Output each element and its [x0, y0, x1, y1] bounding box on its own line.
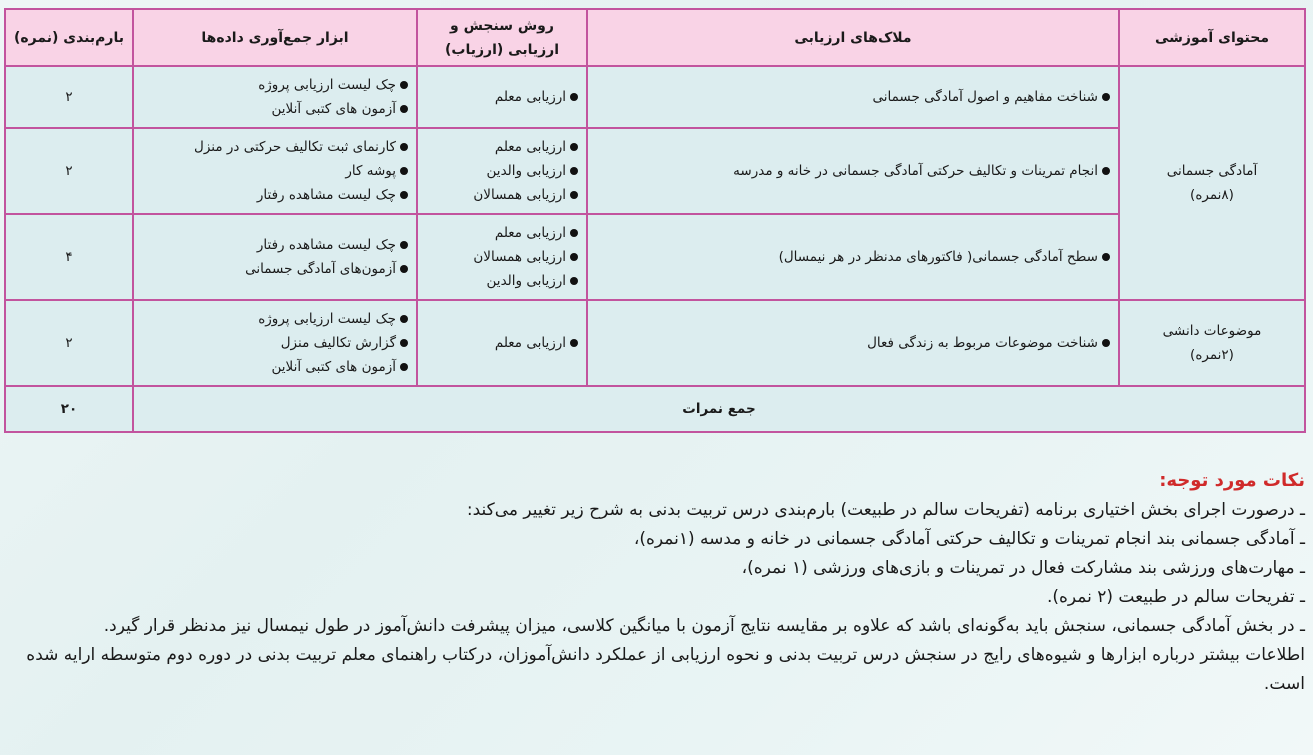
note-line: ـ در بخش آمادگی جسمانی، سنجش باید به‌گونه‌ای باشد که علاوه بر مقایسه نتایج آزمون با میانگین کلاسی، میزان پیشرفت دانش‌آموز در طول نیمسال نیز مدنظر قرار گیرد. — [103, 616, 1305, 636]
method-item: ارزیابی معلم — [426, 85, 578, 109]
note-line: ـ تفریحات سالم در طبیعت (۲ نمره). — [1046, 587, 1305, 607]
header-score: بارم‌بندی (نمره) — [5, 9, 133, 66]
criteria-item: انجام تمرینات و تکالیف حرکتی آمادگی جسمانی در خانه و مدرسه — [596, 159, 1110, 183]
content-score: (۸نمره) — [1190, 187, 1234, 203]
table-row — [5, 214, 1305, 300]
tool-item: آزمون های کتبی آنلاین — [142, 355, 408, 379]
criteria-cell — [587, 300, 1119, 386]
total-row — [5, 386, 1305, 432]
header-method: روش سنجش و ارزیابی (ارزیاب) — [417, 9, 587, 66]
total-value: ۲۰ — [5, 386, 133, 432]
total-label: جمع نمرات — [133, 386, 1305, 432]
tool-item: گزارش تکالیف منزل — [142, 331, 408, 355]
content-cell-physical-fitness — [1119, 66, 1305, 300]
tools-cell — [133, 214, 417, 300]
header-tools: ابزار جمع‌آوری داده‌ها — [133, 9, 417, 66]
tool-item: چک لیست مشاهده رفتار — [142, 233, 408, 257]
table-header-row — [5, 9, 1305, 66]
note-line: ـ مهارت‌های ورزشی بند مشارکت فعال در تمرینات و بازی‌های ورزشی (۱ نمره)، — [741, 558, 1305, 578]
method-cell — [417, 214, 587, 300]
method-item: ارزیابی والدین — [426, 159, 578, 183]
note-line: ـ درصورت اجرای بخش اختیاری برنامه (تفریحات سالم در طبیعت) بارم‌بندی درس تربیت بدنی به شرح زیر تغییر می‌کند: — [466, 500, 1305, 520]
tools-cell — [133, 300, 417, 386]
tool-item: آزمون های کتبی آنلاین — [142, 97, 408, 121]
header-criteria: ملاک‌های ارزیابی — [587, 9, 1119, 66]
table-row — [5, 300, 1305, 386]
tool-item: چک لیست ارزیابی پروژه — [142, 307, 408, 331]
content-cell-knowledge-topics — [1119, 300, 1305, 386]
criteria-cell — [587, 128, 1119, 214]
criteria-cell — [587, 66, 1119, 128]
notes-section — [5, 466, 1305, 699]
tool-item: آزمون‌های آمادگی جسمانی — [142, 257, 408, 281]
table-row — [5, 128, 1305, 214]
method-item: ارزیابی والدین — [426, 269, 578, 293]
criteria-item: سطح آمادگی جسمانی( فاکتورهای مدنظر در هر نیمسال) — [596, 245, 1110, 269]
score-cell: ۲ — [5, 128, 133, 214]
score-cell: ۲ — [5, 66, 133, 128]
note-line: ـ آمادگی جسمانی بند انجام تمرینات و تکالیف حرکتی آمادگی جسمانی در خانه و مدسه (۱نمره)، — [633, 529, 1305, 549]
criteria-item: شناخت مفاهیم و اصول آمادگی جسمانی — [596, 85, 1110, 109]
content-title: آمادگی جسمانی — [1166, 163, 1258, 179]
notes-title: نکات مورد توجه: — [1159, 470, 1305, 491]
method-item: ارزیابی معلم — [426, 135, 578, 159]
method-item: ارزیابی معلم — [426, 221, 578, 245]
note-line: اطلاعات بیشتر درباره ابزارها و شیوه‌های رایج در سنجش درس تربیت بدنی و نحوه ارزیابی از عملکرد دانش‌آموزان، درکتاب راهنمای معلم تربیت بدنی در دوره دوم متوسطه ارایه شده است. — [26, 645, 1305, 694]
evaluation-table — [4, 8, 1306, 433]
tools-cell — [133, 66, 417, 128]
content-title: موضوعات دانشی — [1162, 323, 1262, 339]
method-cell — [417, 128, 587, 214]
tools-cell — [133, 128, 417, 214]
method-cell — [417, 66, 587, 128]
header-content: محتوای آموزشی — [1119, 9, 1305, 66]
method-cell — [417, 300, 587, 386]
method-item: ارزیابی همسالان — [426, 183, 578, 207]
score-cell: ۴ — [5, 214, 133, 300]
tool-item: پوشه کار — [142, 159, 408, 183]
criteria-item: شناخت موضوعات مربوط به زندگی فعال — [596, 331, 1110, 355]
table-row — [5, 66, 1305, 128]
content-score: (۲نمره) — [1190, 347, 1234, 363]
method-item: ارزیابی معلم — [426, 331, 578, 355]
tool-item: چک لیست ارزیابی پروژه — [142, 73, 408, 97]
method-item: ارزیابی همسالان — [426, 245, 578, 269]
tool-item: چک لیست مشاهده رفتار — [142, 183, 408, 207]
score-cell: ۲ — [5, 300, 133, 386]
evaluation-table-container — [6, 8, 1306, 433]
criteria-cell — [587, 214, 1119, 300]
tool-item: کارنمای ثبت تکالیف حرکتی در منزل — [142, 135, 408, 159]
